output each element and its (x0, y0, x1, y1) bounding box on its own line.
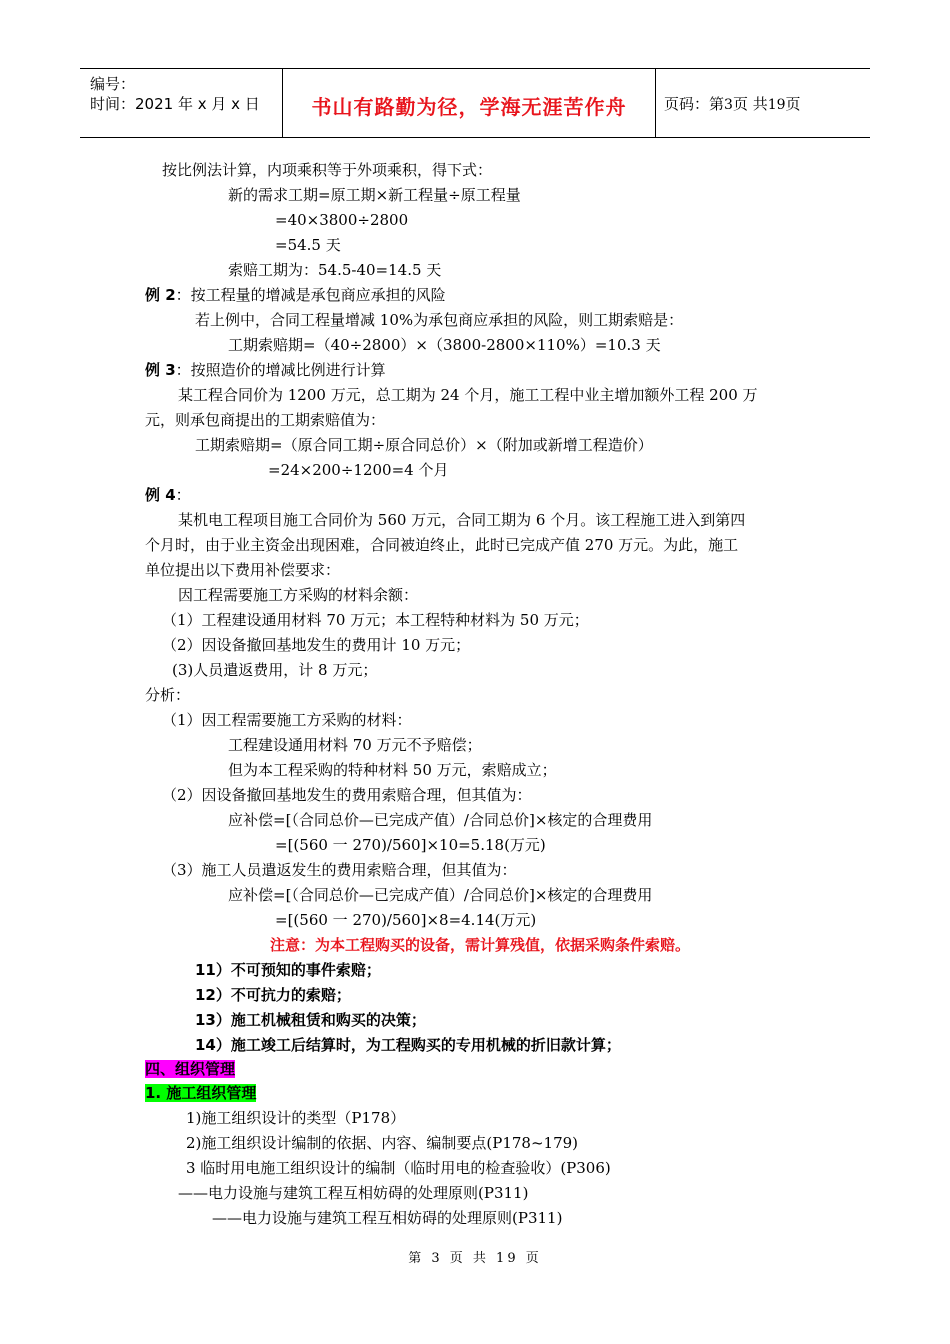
example-label: 例 3 (145, 361, 176, 379)
text-line: 但为本工程采购的特种材料 50 万元，索赔成立； (228, 761, 557, 779)
example-label: 例 2 (145, 286, 176, 304)
text-line: 若上例中，合同工程量增减 10%为承包商应承担的风险，则工期索赔是： (195, 311, 684, 329)
topic-item: 3 临时用电施工组织设计的编制（临时用电的检查验收）(P306) (186, 1159, 611, 1177)
text-line: 因工程需要施工方采购的材料余额： (178, 586, 419, 604)
formula-line: =40×3800÷2800 (275, 211, 409, 229)
example-2-heading (145, 285, 446, 305)
example-title: ：按工程量的增减是承包商应承担的风险 (175, 286, 446, 304)
formula-line: 工期索赔期=（40÷2800）×（3800-2800×110%）=10.3 天 (228, 336, 661, 354)
text-line: 单位提出以下费用补偿要求： (145, 561, 341, 579)
subsection-heading (145, 1083, 256, 1103)
formula-line: =54.5 天 (275, 236, 341, 254)
list-item: (3)人员遣返费用，计 8 万元； (172, 661, 378, 679)
text-line: 按比例法计算，内项乘积等于外项乘积，得下式： (162, 161, 493, 179)
formula-line: 工期索赔期=（原合同工期÷原合同总价）×（附加或新增工程造价） (195, 436, 653, 454)
formula-line: 应补偿=[（合同总价—已完成产值）/合同总价]×核定的合理费用 (228, 886, 653, 904)
example-title: ：按照造价的增减比例进行计算 (175, 361, 386, 379)
page-total: 19 (767, 97, 786, 113)
example-title: ： (175, 486, 191, 504)
formula-line: =24×200÷1200=4 个月 (268, 461, 449, 479)
document-number-label: 编号： (90, 75, 136, 93)
list-item: （2）因设备撤回基地发生的费用计 10 万元； (162, 636, 471, 654)
list-item: （1）工程建设通用材料 70 万元；本工程特种材料为 50 万元； (162, 611, 589, 629)
analysis-heading: 分析： (145, 686, 191, 704)
text-line: 个月时，由于业主资金出现困难，合同被迫终止，此时已完成产值 270 万元。为此，施工 (145, 536, 739, 554)
header-info-cell (80, 69, 283, 137)
page-prefix: 页码：第 (664, 95, 725, 113)
text-line: 某机电工程项目施工合同价为 560 万元，合同工期为 6 个月。该工程施工进入到第四 (178, 511, 746, 529)
formula-line: 应补偿=[（合同总价—已完成产值）/合同总价]×核定的合理费用 (228, 811, 653, 829)
text-line: 工程建设通用材料 70 万元不予赔偿； (228, 736, 482, 754)
example-label: 例 4 (145, 486, 176, 504)
list-item: （3）施工人员遣返发生的费用索赔合理，但其值为： (162, 861, 517, 879)
topic-item: ——电力设施与建筑工程互相妨碍的处理原则(P311) (178, 1184, 529, 1202)
note-text: 注意：为本工程购买的设备，需计算残值，依据采购条件索赔。 (270, 936, 691, 954)
example-4-heading (145, 485, 191, 505)
text-line: 某工程合同价为 1200 万元，总工期为 24 个月，施工工程中业主增加额外工程 200 万 (178, 386, 758, 404)
section-title: 四、组织管理 (145, 1060, 236, 1078)
topic-item: 1)施工组织设计的类型（P178） (186, 1109, 406, 1127)
list-item: （1）因工程需要施工方采购的材料： (162, 711, 412, 729)
formula-line: =[(560 一 270)/560]×8=4.14(万元) (275, 911, 537, 929)
topic-item: 14）施工竣工后结算时，为工程购买的专用机械的折旧款计算； (195, 1036, 621, 1054)
page-suffix: 页 (785, 95, 801, 113)
formula-line: =[(560 一 270)/560]×10=5.18(万元) (275, 836, 546, 854)
header-motto-cell (283, 69, 656, 137)
page-header (80, 68, 870, 138)
topic-item: 11）不可预知的事件索赔； (195, 961, 381, 979)
example-3-heading (145, 360, 386, 380)
header-page-cell (656, 69, 870, 137)
text-line: 元，则承包商提出的工期索赔值为： (145, 411, 386, 429)
subsection-title: 1. 施工组织管理 (145, 1084, 257, 1102)
topic-item: 12）不可抗力的索赔； (195, 986, 351, 1004)
page-current: 3 (724, 97, 733, 113)
header-page-indicator (664, 93, 801, 114)
section-heading (145, 1059, 235, 1079)
topic-item: ——电力设施与建筑工程互相妨碍的处理原则(P311) (212, 1209, 563, 1227)
header-motto: 书山有路勤为径，学海无涯苦作舟 (311, 95, 627, 119)
list-item: （2）因设备撤回基地发生的费用索赔合理，但其值为： (162, 786, 532, 804)
page-footer: 第 3 页 共 19 页 (408, 1251, 542, 1266)
page-mid: 页 共 (732, 95, 768, 113)
formula-line: 索赔工期为：54.5-40=14.5 天 (228, 261, 442, 279)
topic-item: 2)施工组织设计编制的依据、内容、编制要点(P178~179) (186, 1134, 579, 1152)
formula-line: 新的需求工期=原工期×新工程量÷原工程量 (228, 186, 521, 204)
topic-item: 13）施工机械租赁和购买的决策； (195, 1011, 426, 1029)
document-date-label: 时间：2021 年 x 月 x 日 (90, 95, 260, 113)
